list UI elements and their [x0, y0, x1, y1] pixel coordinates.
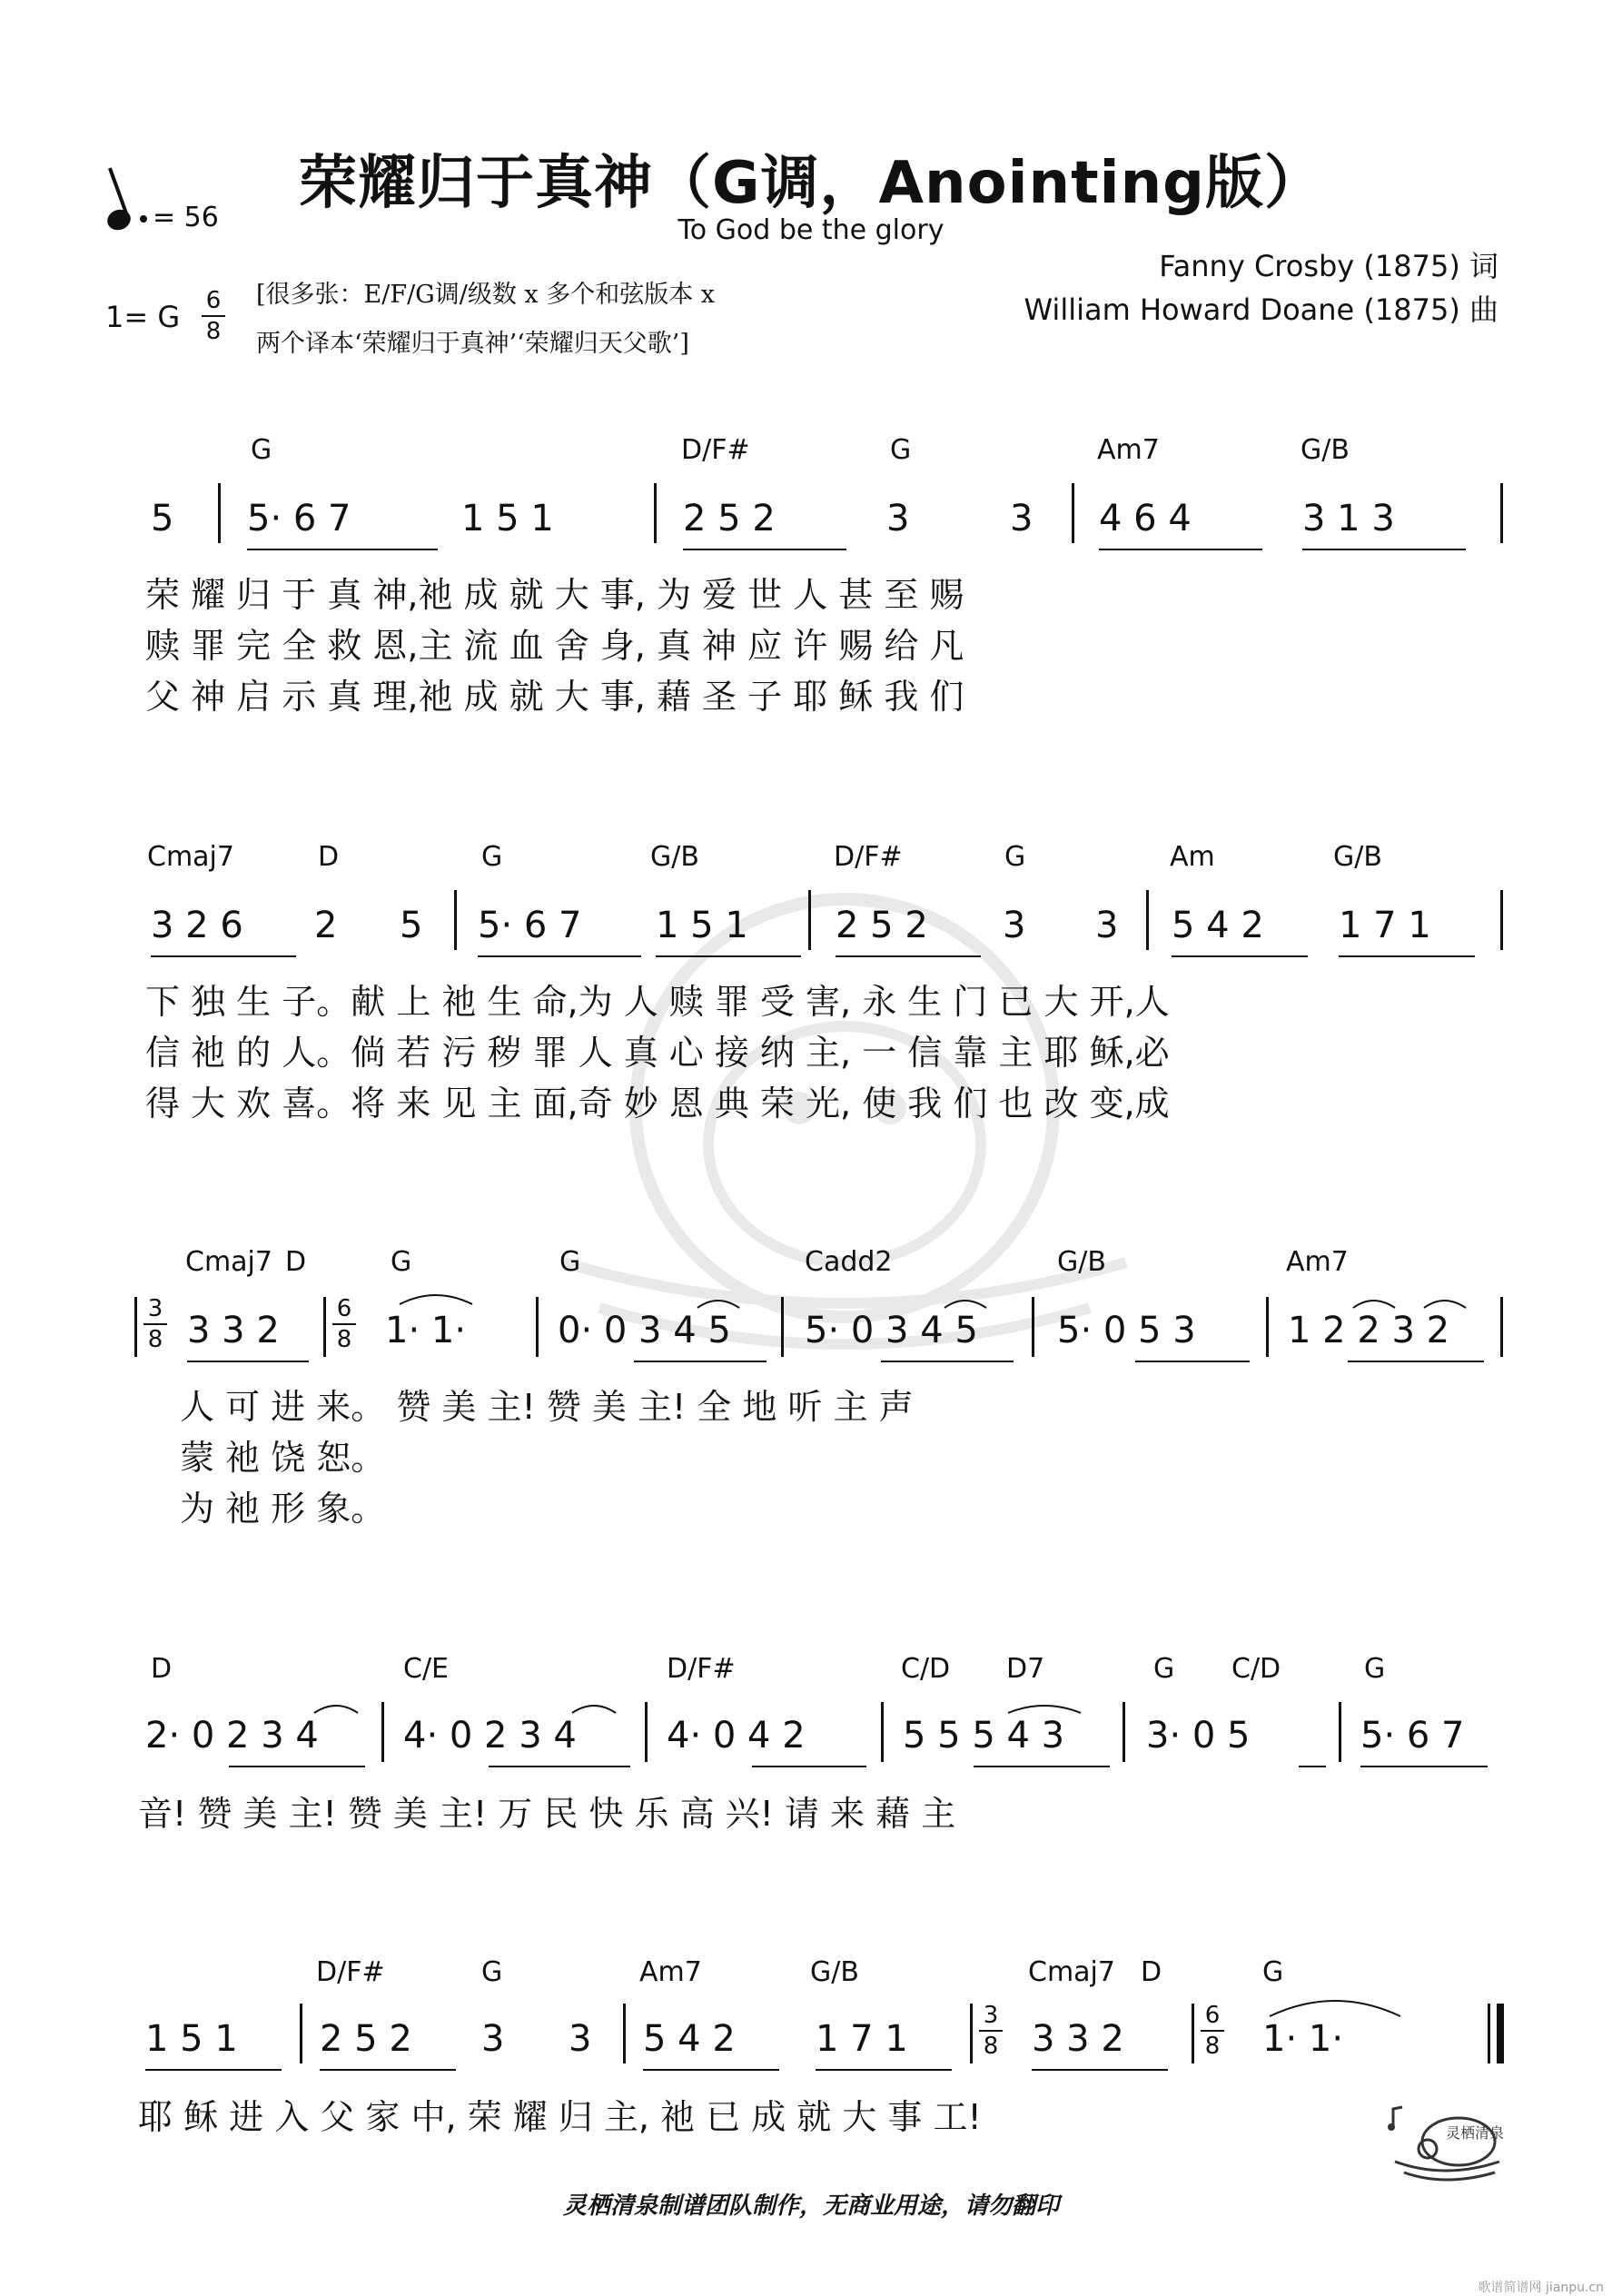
chord: Cmaj7	[147, 841, 234, 873]
beam	[1299, 1766, 1326, 1767]
chord: G	[481, 1956, 503, 1988]
beam	[974, 1766, 1110, 1767]
lyricist-credit: Fanny Crosby (1875) 词	[1159, 249, 1498, 283]
beam	[187, 1361, 309, 1362]
lyric-verse-3: 父 神 启 示 真 理,祂 成 就 大 事, 藉 圣 子 耶 稣 我 们	[145, 677, 964, 717]
time-signature: 3 8	[143, 1297, 167, 1351]
chord: D	[318, 841, 340, 873]
final-barline-thick	[1497, 2004, 1504, 2063]
barline	[1266, 1297, 1269, 1357]
chord: D	[285, 1246, 307, 1278]
note-group: 5· 6 7	[247, 498, 351, 539]
barline	[1072, 483, 1074, 543]
note-group: 1· 1·	[385, 1310, 467, 1351]
chord: D/F#	[667, 1653, 736, 1685]
beam	[752, 1766, 866, 1767]
final-barline-thin	[1488, 2004, 1490, 2063]
chord: D/F#	[681, 434, 750, 466]
beam	[145, 2069, 282, 2071]
tie	[400, 1295, 472, 1304]
note-group: 3	[1010, 498, 1034, 539]
chord: C/D	[901, 1653, 951, 1685]
beam	[478, 955, 641, 957]
note-group: 3 2 6	[151, 905, 243, 946]
lyric-verse-2: 信 祂 的 人。倘 若 污 秽 罪 人 真 心 接 纳 主, 一 信 靠 主 耶 稣,必	[145, 1033, 1170, 1073]
barline	[1339, 1702, 1341, 1762]
chord: Cmaj7	[185, 1246, 272, 1278]
tie	[1008, 1706, 1081, 1713]
site-watermark: 歌谱简谱网 jianpu.cn	[1478, 2281, 1604, 2295]
song-subtitle: To God be the glory	[677, 214, 945, 246]
barline	[134, 1297, 137, 1357]
footer-copyright: 灵栖清泉制谱团队制作，无商业用途，请勿翻印	[562, 2192, 1059, 2220]
beam	[151, 955, 296, 957]
note-group: 3 1 3	[1302, 498, 1395, 539]
note-group: 5· 0 3 4 5	[805, 1310, 978, 1351]
barline	[1146, 890, 1149, 950]
tempo-value: = 56	[153, 202, 219, 233]
version-remark-2: 两个译本‘荣耀归于真神’‘荣耀归天父歌’]	[256, 330, 689, 358]
lyric-verse-3: 得 大 欢 喜。将 来 见 主 面,奇 妙 恩 典 荣 光, 使 我 们 也 改 变,成	[145, 1084, 1170, 1123]
note-group: 0· 0 3 4 5	[558, 1310, 731, 1351]
note-group: 3	[886, 498, 910, 539]
tie	[314, 1706, 358, 1713]
barline	[1192, 2004, 1194, 2063]
note-group: 1 7 1	[816, 2018, 908, 2060]
barline	[1500, 483, 1503, 543]
beam	[1135, 1361, 1250, 1362]
note-group: 5	[151, 498, 174, 539]
chord: G/B	[1333, 841, 1382, 873]
lyric-verse-3: 为 祂 形 象。	[180, 1489, 386, 1529]
note-group: 5· 0 5 3	[1057, 1310, 1196, 1351]
note-group: 3· 0 5	[1146, 1715, 1251, 1757]
note-group: 2 5 2	[320, 2018, 412, 2060]
beam	[1339, 955, 1475, 957]
composer-credit: William Howard Doane (1875) 曲	[1024, 292, 1498, 327]
time-numerator: 6	[205, 287, 222, 314]
time-signature: 3 8	[979, 2004, 1003, 2058]
chord: G/B	[1301, 434, 1350, 466]
lyric-verse-1: 荣 耀 归 于 真 神,祂 成 就 大 事, 为 爱 世 人 甚 至 赐	[145, 575, 964, 615]
note-group: 1 5 1	[656, 905, 748, 946]
chord: G/B	[1057, 1246, 1106, 1278]
barline	[881, 1702, 884, 1762]
beam	[489, 1766, 630, 1767]
note-group: 1 2 2 3 2	[1288, 1310, 1450, 1351]
beam	[881, 1361, 1014, 1362]
beam	[1032, 2069, 1168, 2071]
chord: C/E	[403, 1653, 450, 1685]
chord: Cmaj7	[1028, 1956, 1115, 1988]
barline	[1500, 1297, 1503, 1357]
note-group: 3	[569, 2018, 592, 2060]
note-group: 1 5 1	[145, 2018, 238, 2060]
barline	[1123, 1702, 1125, 1762]
note-group: 4· 0 4 2	[667, 1715, 806, 1757]
tie	[1353, 1301, 1395, 1308]
note-group: 1 7 1	[1339, 905, 1431, 946]
song-title: 荣耀归于真神（G调，Anointing版）	[299, 150, 1323, 217]
beam	[1099, 549, 1262, 550]
barline	[970, 2004, 973, 2063]
beam	[229, 1766, 365, 1767]
chord: G/B	[810, 1956, 859, 1988]
lyric-verse-1: 下 独 生 子。献 上 祂 生 命,为 人 赎 罪 受 害, 永 生 门 已 大 开,人	[145, 982, 1170, 1022]
sheep-logo-icon	[1386, 2098, 1504, 2189]
chord: D7	[1006, 1653, 1045, 1685]
note-group: 2 5 2	[836, 905, 928, 946]
beam	[1360, 1766, 1488, 1767]
barline	[300, 2004, 302, 2063]
note-group: 2	[314, 905, 338, 946]
tie	[1270, 2001, 1400, 2016]
note-group: 3	[481, 2018, 505, 2060]
beam	[836, 955, 981, 957]
chord: Am7	[1097, 434, 1160, 466]
chord: G	[391, 1246, 412, 1278]
chord: Cadd2	[805, 1246, 893, 1278]
beam	[247, 549, 438, 550]
barline	[623, 2004, 626, 2063]
note-group: 2· 0 2 3 4	[145, 1715, 319, 1757]
note-group: 4· 0 2 3 4	[403, 1715, 577, 1757]
barline	[1500, 890, 1503, 950]
beam	[683, 549, 846, 550]
barline	[381, 1702, 384, 1762]
time-denominator: 8	[205, 318, 222, 345]
note-group: 1 5 1	[461, 498, 554, 539]
beam	[656, 955, 801, 957]
barline	[654, 483, 657, 543]
chord: D	[151, 1653, 173, 1685]
beam	[816, 2069, 952, 2071]
barline	[645, 1702, 648, 1762]
key-signature: 1= G	[105, 300, 181, 334]
beam	[1172, 955, 1308, 957]
barline	[454, 890, 457, 950]
chord: Am	[1170, 841, 1215, 873]
note-group: 5· 6 7	[478, 905, 582, 946]
barline	[808, 890, 811, 950]
chord: D/F#	[834, 841, 903, 873]
lyric-verse-1: 耶 稣 进 入 父 家 中, 荣 耀 归 主, 祂 已 成 就 大 事 工!	[138, 2097, 982, 2137]
time-signature: 6 8	[1201, 2004, 1224, 2058]
barline	[323, 1297, 326, 1357]
chord: Am7	[1286, 1246, 1349, 1278]
note-group: 3	[1003, 905, 1026, 946]
barline	[218, 483, 221, 543]
chord: G	[1262, 1956, 1284, 1988]
dot-icon	[140, 215, 147, 223]
tempo-mark	[107, 202, 219, 233]
note-group: 5 4 2	[1172, 905, 1264, 946]
chord: G	[481, 841, 503, 873]
time-signature	[202, 289, 225, 343]
beam	[1302, 549, 1466, 550]
version-remark-1: [很多张：E/F/G调/级数 x 多个和弦版本 x	[256, 281, 716, 309]
lyric-verse-2: 赎 罪 完 全 救 恩,主 流 血 舍 身, 真 神 应 许 赐 给 凡	[145, 626, 964, 666]
note-group: 2 5 2	[683, 498, 776, 539]
note-group: 3 3 2	[1032, 2018, 1124, 2060]
chord: G	[1364, 1653, 1386, 1685]
chord: G	[1004, 841, 1026, 873]
tie	[1424, 1301, 1466, 1308]
chord: G	[251, 434, 272, 466]
note-group: 5 4 2	[643, 2018, 736, 2060]
lyric-verse-1: 音! 赞 美 主! 赞 美 主! 万 民 快 乐 高 兴! 请 来 藉 主	[138, 1794, 956, 1834]
chord: G	[890, 434, 912, 466]
barline	[536, 1297, 539, 1357]
chord: D/F#	[316, 1956, 385, 1988]
barline	[1032, 1297, 1034, 1357]
note-group: 5	[400, 905, 423, 946]
note-group: 1· 1·	[1262, 2018, 1344, 2060]
chord: G	[1153, 1653, 1175, 1685]
note-group: 5 5 5 4 3	[903, 1715, 1065, 1757]
barline	[781, 1297, 784, 1357]
note-group: 5· 6 7	[1360, 1715, 1465, 1757]
lyric-verse-1: 人 可 进 来。 赞 美 主! 赞 美 主! 全 地 听 主 声	[180, 1387, 914, 1427]
lyric-verse-2: 蒙 祂 饶 恕。	[180, 1438, 386, 1478]
note-group: 3 3 2	[187, 1310, 280, 1351]
beam	[320, 2069, 456, 2071]
beam	[1348, 1361, 1484, 1362]
tie	[572, 1706, 616, 1713]
sheep-watermark-icon	[527, 872, 1162, 1381]
chord: G/B	[650, 841, 699, 873]
beam	[643, 2069, 779, 2071]
beam	[634, 1361, 766, 1362]
chord: D	[1141, 1956, 1162, 1988]
note-group: 4 6 4	[1099, 498, 1192, 539]
chord: C/D	[1231, 1653, 1281, 1685]
chord: G	[559, 1246, 581, 1278]
logo-text: 灵栖清泉	[1446, 2124, 1504, 2142]
chord: Am7	[639, 1956, 702, 1988]
time-signature: 6 8	[332, 1297, 356, 1351]
dotted-quarter-note-icon	[104, 206, 134, 233]
note-group: 3	[1095, 905, 1119, 946]
